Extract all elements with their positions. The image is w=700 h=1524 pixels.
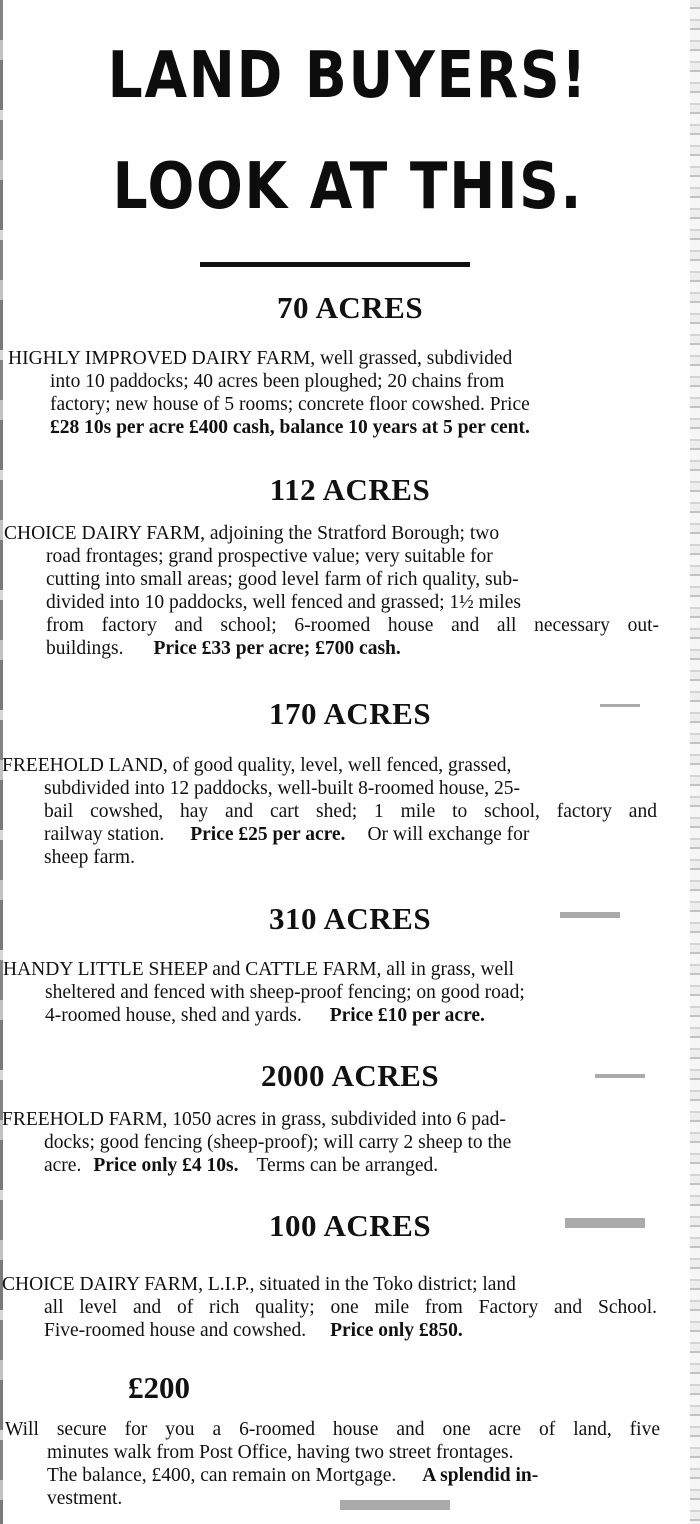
listing-price: Price £33 per acre; £700 cash.: [153, 638, 401, 659]
listing-body-310-acres: [3, 958, 658, 1027]
scan-blemish: [565, 1218, 645, 1228]
headline-land-buyers: LAND BUYERS!: [107, 39, 589, 113]
headline-look-at-this: LOOK AT THIS.: [112, 150, 584, 224]
listing-line: CHOICE DAIRY FARM, L.I.P., situated in the Toko district; land: [2, 1274, 516, 1295]
offer-line: [5, 1464, 660, 1487]
listing-body-70-acres: [8, 347, 663, 439]
listing-price: Price only £4 10s.: [93, 1155, 239, 1176]
listing-line: [2, 823, 657, 846]
listing-line: factory; new house of 5 rooms; concrete floor cowshed. Price: [50, 394, 530, 415]
listing-heading-170-acres: 170 ACRES: [268, 696, 432, 731]
offer-line: Will secure for you a 6-roomed house and one acre of land, five: [5, 1419, 660, 1440]
listing-line: cutting into small areas; good level farm of rich quality, sub-: [46, 569, 519, 590]
listing-line: [2, 1319, 657, 1342]
listing-line: £28 10s per acre £400 cash, balance 10 years at 5 per cent.: [50, 417, 530, 438]
listing-body-112-acres: [4, 522, 659, 660]
listing-line: road frontages; grand prospective value; very suitable for: [46, 546, 493, 567]
divider-rule: [200, 262, 470, 267]
listing-price: Price only £850.: [330, 1320, 463, 1341]
offer-price-heading: £200: [128, 1370, 190, 1405]
listing-heading-310-acres: 310 ACRES: [268, 901, 432, 936]
listing-body-170-acres: [2, 754, 657, 869]
listing-text: Five-roomed house and cowshed.: [44, 1320, 307, 1341]
listing-line: HANDY LITTLE SHEEP and CATTLE FARM, all in grass, well: [3, 959, 515, 980]
listing-line: FREEHOLD FARM, 1050 acres in grass, subdivided into 6 pad-: [2, 1109, 506, 1130]
listing-text: acre.: [44, 1155, 82, 1176]
listing-line: [2, 1154, 657, 1177]
offer-body: [5, 1418, 660, 1510]
listing-heading-100-acres: 100 ACRES: [268, 1208, 432, 1243]
listing-line: sheltered and fenced with sheep-proof fencing; on good road;: [45, 982, 525, 1003]
listing-line: subdivided into 12 paddocks, well-built 8-roomed house, 25-: [44, 778, 521, 799]
listing-heading-70-acres: 70 ACRES: [276, 290, 424, 325]
offer-line: minutes walk from Post Office, having two street frontages.: [47, 1442, 514, 1463]
listing-line: [4, 637, 659, 660]
scan-edge-right: [690, 0, 700, 1524]
listing-body-100-acres: [2, 1273, 657, 1342]
offer-text: A splendid in-: [422, 1465, 539, 1486]
listing-body-2000-acres: [2, 1108, 657, 1177]
scan-blemish: [560, 912, 620, 918]
listing-line: from factory and school; 6-roomed house and all necessary out-: [46, 615, 660, 636]
offer-text: The balance, £400, can remain on Mortgage.: [47, 1465, 397, 1486]
listing-text: Or will exchange for: [367, 824, 530, 845]
listing-text: railway station.: [44, 824, 165, 845]
offer-line: vestment.: [47, 1488, 123, 1509]
listing-price: Price £25 per acre.: [190, 824, 346, 845]
scan-blemish: [600, 704, 640, 707]
listing-line: all level and of rich quality; one mile from Factory and School.: [44, 1297, 658, 1318]
scan-blemish: [595, 1074, 645, 1078]
listing-heading-2000-acres: 2000 ACRES: [260, 1058, 440, 1093]
listing-line: [3, 1004, 658, 1027]
listing-line: docks; good fencing (sheep-proof); will carry 2 sheep to the: [44, 1132, 512, 1153]
listing-line: CHOICE DAIRY FARM, adjoining the Stratford Borough; two: [4, 523, 500, 544]
listing-line: HIGHLY IMPROVED DAIRY FARM, well grassed, subdivided: [8, 348, 513, 369]
scan-blemish: [340, 1500, 450, 1510]
listing-text: buildings.: [46, 638, 124, 659]
listing-price: Price £10 per acre.: [329, 1005, 485, 1026]
listing-line: sheep farm.: [44, 847, 135, 868]
listing-text: Terms can be arranged.: [256, 1155, 439, 1176]
listing-heading-112-acres: 112 ACRES: [269, 472, 431, 507]
listing-text: 4-roomed house, shed and yards.: [45, 1005, 302, 1026]
listing-line: into 10 paddocks; 40 acres been ploughed; 20 chains from: [50, 371, 505, 392]
listing-line: bail cowshed, hay and cart shed; 1 mile to school, factory and: [44, 801, 657, 822]
listing-line: divided into 10 paddocks, well fenced and grassed; 1½ miles: [46, 592, 521, 613]
listing-line: FREEHOLD LAND, of good quality, level, well fenced, grassed,: [2, 755, 512, 776]
